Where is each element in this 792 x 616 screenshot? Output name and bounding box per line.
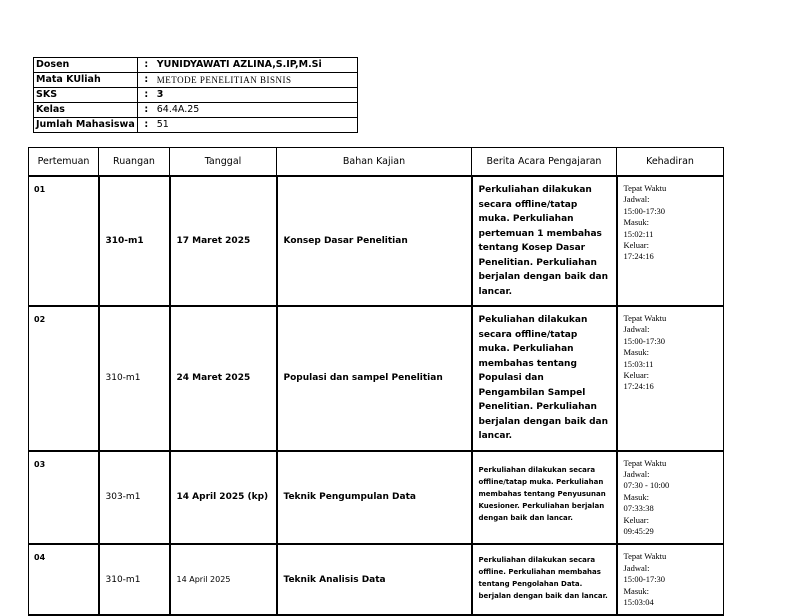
- info-row-dosen: [34, 58, 358, 73]
- kehadiran-line: 15:00-17:30: [623, 574, 666, 585]
- info-label: Dosen: [34, 58, 138, 73]
- table-row: [29, 451, 724, 545]
- info-label: Mata KUliah: [34, 73, 138, 88]
- ruangan-text: 310-m1: [105, 373, 141, 384]
- attendance-table: [28, 147, 724, 616]
- kehadiran-line: Masuk:: [623, 585, 649, 596]
- tanggal-text: 14 April 2025: [176, 575, 231, 585]
- bahan-kajian-text: Teknik Pengumpulan Data: [283, 492, 416, 503]
- info-separator: :: [137, 118, 155, 133]
- header-ruangan: Ruangan: [99, 148, 170, 177]
- table-row: [29, 176, 724, 306]
- kehadiran-line: Jadwal:: [623, 324, 650, 335]
- tanggal-text: 24 Maret 2025: [176, 373, 251, 384]
- bahan-kajian-text: Teknik Analisis Data: [283, 574, 386, 585]
- table-row: [29, 306, 724, 451]
- kehadiran-line: 15:00-17:30: [623, 205, 666, 216]
- info-value-dosen: YUNIDYAWATI AZLINA,S.IP,M.Si: [155, 58, 358, 73]
- cell-pertemuan: [29, 451, 99, 545]
- cell-bahan-kajian: [277, 544, 472, 615]
- pertemuan-number: 04: [34, 553, 46, 563]
- cell-ruangan: [99, 176, 170, 306]
- header-kehadiran: Kehadiran: [617, 148, 724, 177]
- bahan-kajian-text: Konsep Dasar Penelitian: [283, 236, 408, 246]
- info-value-kelas: 64.4A.25: [155, 103, 358, 118]
- info-label: Jumlah Mahasiswa: [34, 118, 138, 133]
- cell-bahan-kajian: [277, 451, 472, 545]
- kehadiran-info: [618, 452, 724, 544]
- info-row-sks: [34, 88, 358, 103]
- berita-acara-text: Perkuliahan dilakukan secara offline. Perkuliahan membahas tentang Pengolahan Data. berjalan dengan baik dan lancar.: [478, 556, 608, 601]
- info-label: SKS: [34, 88, 138, 103]
- info-separator: :: [137, 103, 155, 118]
- info-row-kelas: [34, 103, 358, 118]
- info-label: Kelas: [34, 103, 138, 118]
- berita-acara-text: Perkuliahan dilakukan secara offline/tatap muka. Perkuliahan pertemuan 1 membahas tentang Kosep Dasar Penelitian. Perkuliahan berjalan dengan baik dan lancar.: [478, 185, 608, 297]
- cell-tanggal: [170, 306, 277, 451]
- info-value-sks: 3: [155, 88, 358, 103]
- info-row-jumlah-mahasiswa: [34, 118, 358, 133]
- kehadiran-line: Masuk:: [623, 491, 649, 502]
- tanggal-text: 14 April 2025 (kp): [176, 492, 269, 503]
- kehadiran-info: [618, 545, 724, 614]
- kehadiran-line: 15:03:11: [623, 358, 654, 369]
- cell-kehadiran: [617, 176, 724, 306]
- kehadiran-line: Jadwal:: [623, 468, 650, 479]
- cell-pertemuan: [29, 544, 99, 615]
- info-separator: :: [137, 88, 155, 103]
- info-separator: :: [137, 73, 155, 88]
- cell-ruangan: [99, 544, 170, 615]
- pertemuan-number: 03: [34, 459, 46, 469]
- cell-berita-acara: [472, 306, 617, 451]
- table-row: [29, 544, 724, 615]
- kehadiran-line: Jadwal:: [623, 194, 650, 205]
- kehadiran-line: 17:24:16: [623, 381, 654, 392]
- info-row-mata-kuliah: [34, 73, 358, 88]
- berita-acara-text: Pekuliahan dilakukan secara offline/tatap muka. Perkuliahan membahas tentang Populasi dan Pengambilan Sampel Penelitian. Perkuliahan berjalan dengan baik dan lancar.: [478, 315, 608, 441]
- course-info-table: [33, 57, 358, 133]
- info-separator: :: [137, 58, 155, 73]
- kehadiran-line: Keluar:: [623, 240, 649, 251]
- kehadiran-line: Masuk:: [623, 347, 649, 358]
- cell-tanggal: [170, 451, 277, 545]
- kehadiran-status: Tepat Waktu: [623, 457, 667, 468]
- cell-tanggal: [170, 176, 277, 306]
- tanggal-text: 17 Maret 2025: [176, 236, 251, 246]
- cell-berita-acara: [472, 544, 617, 615]
- cell-tanggal: [170, 544, 277, 615]
- kehadiran-status: Tepat Waktu: [623, 551, 667, 562]
- kehadiran-info: [618, 307, 724, 399]
- kehadiran-line: 15:00-17:30: [623, 335, 666, 346]
- kehadiran-line: 09:45:29: [623, 525, 654, 536]
- header-berita-acara: Berita Acara Pengajaran: [472, 148, 617, 177]
- ruangan-text: 310-m1: [105, 574, 141, 585]
- cell-kehadiran: [617, 544, 724, 615]
- cell-ruangan: [99, 451, 170, 545]
- berita-acara-text: Perkuliahan dilakukan secara offline/tatap muka. Perkuliahan membahas tentang Penyusunan Kuesioner. Perkuliahan berjalan dengan baik dan lancar.: [478, 465, 606, 522]
- kehadiran-info: [618, 177, 724, 269]
- cell-pertemuan: [29, 306, 99, 451]
- kehadiran-status: Tepat Waktu: [623, 183, 667, 193]
- kehadiran-line: 15:03:04: [623, 596, 654, 607]
- kehadiran-line: Keluar:: [623, 514, 649, 525]
- kehadiran-line: 17:24:16: [623, 251, 654, 262]
- cell-bahan-kajian: [277, 306, 472, 451]
- pertemuan-number: 02: [34, 315, 46, 324]
- bahan-kajian-text: Populasi dan sampel Penelitian: [283, 373, 443, 384]
- kehadiran-line: 07:30 - 10:00: [623, 480, 670, 491]
- header-tanggal: Tanggal: [170, 148, 277, 177]
- ruangan-text: 310-m1: [105, 236, 144, 246]
- cell-kehadiran: [617, 451, 724, 545]
- cell-berita-acara: [472, 451, 617, 545]
- cell-pertemuan: [29, 176, 99, 306]
- kehadiran-line: Jadwal:: [623, 562, 650, 573]
- cell-ruangan: [99, 306, 170, 451]
- ruangan-text: 303-m1: [105, 492, 141, 503]
- cell-bahan-kajian: [277, 176, 472, 306]
- table-header-row: [29, 148, 724, 177]
- kehadiran-line: 07:33:38: [623, 503, 654, 514]
- header-pertemuan: Pertemuan: [29, 148, 99, 177]
- cell-kehadiran: [617, 306, 724, 451]
- info-value-mata-kuliah: METODE PENELITIAN BISNIS: [155, 73, 358, 88]
- header-bahan-kajian: Bahan Kajian: [277, 148, 472, 177]
- info-value-jumlah-mahasiswa: 51: [155, 118, 358, 133]
- kehadiran-line: 15:02:11: [623, 228, 654, 239]
- kehadiran-status: Tepat Waktu: [623, 313, 667, 323]
- cell-berita-acara: [472, 176, 617, 306]
- pertemuan-number: 01: [34, 185, 46, 194]
- kehadiran-line: Keluar:: [623, 370, 649, 381]
- kehadiran-line: Masuk:: [623, 217, 649, 228]
